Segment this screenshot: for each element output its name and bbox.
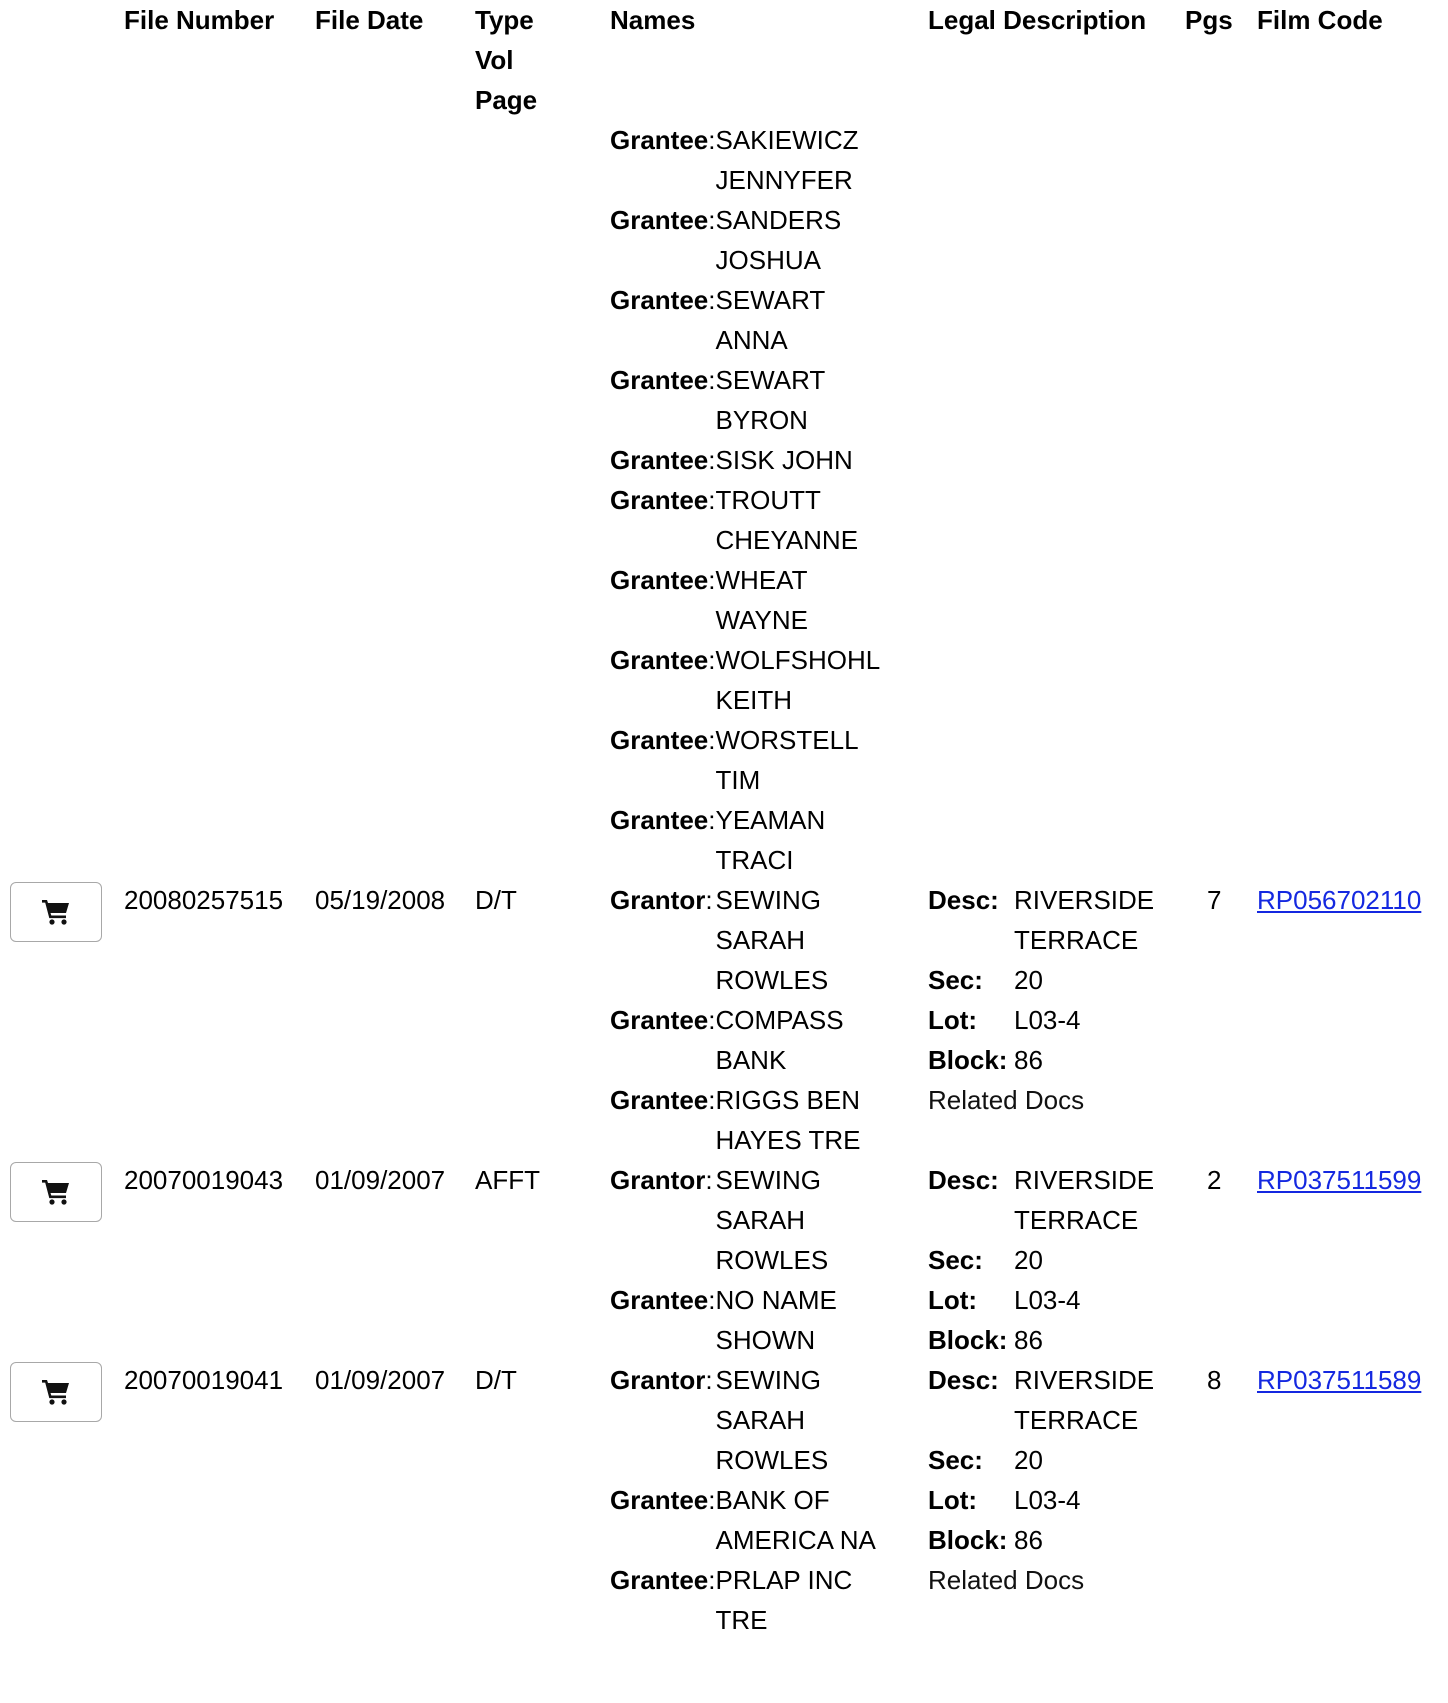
role-colon: : — [708, 565, 716, 595]
party-name: SEWING — [715, 885, 821, 915]
party-role — [610, 560, 716, 600]
party-role — [610, 1560, 716, 1600]
party-role — [610, 720, 716, 760]
party-name: SEWART — [715, 365, 826, 395]
party-role — [610, 320, 716, 360]
party-role — [610, 600, 716, 640]
header-row — [0, 0, 1448, 120]
name-line — [610, 520, 898, 560]
party-role — [610, 480, 716, 520]
cart-cell — [0, 1160, 124, 1360]
party-role-label: Grantee — [610, 285, 709, 315]
party-name: HAYES TRE — [715, 1125, 861, 1155]
film-code-cell — [1257, 880, 1448, 1160]
role-colon: : — [708, 1285, 716, 1315]
shopping-cart-icon — [41, 898, 71, 926]
party-name: COMPASS — [715, 1005, 844, 1035]
name-line — [610, 1200, 898, 1240]
desc-value: TERRACE — [1014, 925, 1139, 955]
film-code-cell — [1257, 1360, 1448, 1640]
party-name: SARAH — [715, 1205, 806, 1235]
page-header-line: Page — [475, 85, 538, 115]
party-role-label: Grantee — [610, 725, 709, 755]
legal-description-header: Legal Description — [928, 5, 1147, 35]
pgs-cell: 7 — [1207, 885, 1222, 915]
role-colon: : — [705, 1365, 713, 1395]
party-name: SEWING — [715, 1165, 821, 1195]
party-role-label: Grantee — [610, 1565, 709, 1595]
legal-cell — [928, 1160, 1185, 1360]
role-colon: : — [708, 285, 716, 315]
party-role — [610, 920, 716, 960]
name-line — [610, 1600, 898, 1640]
name-line — [610, 1520, 898, 1560]
party-name: PRLAP INC — [715, 1565, 853, 1595]
party-role-label: Grantee — [610, 645, 709, 675]
file-date-cell: 01/09/2007 — [315, 1165, 446, 1195]
legal-description — [928, 880, 1164, 1120]
party-role — [610, 360, 716, 400]
party-role — [610, 1280, 716, 1320]
related-docs-link[interactable]: Related Docs — [928, 1085, 1085, 1115]
related-docs-link[interactable]: Related Docs — [928, 1565, 1085, 1595]
name-line — [610, 440, 898, 480]
cart-cell — [0, 1360, 124, 1640]
name-line — [610, 680, 898, 720]
party-name: SISK JOHN — [715, 445, 853, 475]
party-name: TRE — [715, 1605, 768, 1635]
party-name: TIM — [715, 765, 761, 795]
party-name: AMERICA NA — [715, 1525, 876, 1555]
role-colon: : — [708, 1565, 716, 1595]
desc-label: Desc: — [928, 1165, 999, 1195]
party-name: ROWLES — [715, 1245, 829, 1275]
name-line — [610, 1040, 898, 1080]
sec-row — [928, 960, 1164, 1000]
name-line — [610, 880, 898, 920]
party-role — [610, 840, 716, 880]
names-list — [610, 880, 898, 1160]
role-colon: : — [708, 205, 716, 235]
party-role — [610, 1360, 716, 1400]
file-number-cell: 20080257515 — [124, 885, 284, 915]
party-role — [610, 160, 716, 200]
desc-row — [928, 920, 1164, 960]
party-name: RIGGS BEN — [715, 1085, 860, 1115]
continuation-row — [0, 120, 1448, 880]
names-cell — [610, 120, 928, 880]
sec-value: 20 — [1014, 965, 1043, 995]
sec-value: 20 — [1014, 1445, 1043, 1475]
name-line — [610, 280, 898, 320]
role-colon: : — [708, 1485, 716, 1515]
party-role — [610, 1040, 716, 1080]
name-line — [610, 1280, 898, 1320]
party-role — [610, 120, 716, 160]
film-code-cell — [1257, 1160, 1448, 1360]
party-name: SAKIEWICZ — [715, 125, 859, 155]
desc-label — [928, 1200, 1014, 1240]
party-name: SARAH — [715, 925, 806, 955]
party-role-label: Grantee — [610, 565, 709, 595]
lot-label: Lot: — [928, 1285, 978, 1315]
pgs-header: Pgs — [1185, 5, 1233, 35]
name-line — [610, 240, 898, 280]
role-colon: : — [705, 1165, 713, 1195]
desc-row — [928, 1360, 1164, 1400]
role-colon: : — [708, 485, 716, 515]
name-line — [610, 560, 898, 600]
lot-row — [928, 1480, 1164, 1520]
party-role-label: Grantee — [610, 365, 709, 395]
party-name: ROWLES — [715, 1445, 829, 1475]
empty-cell — [475, 120, 610, 880]
names-cell — [610, 1360, 928, 1640]
name-line — [610, 1560, 898, 1600]
party-role-label: Grantee — [610, 205, 709, 235]
lot-row — [928, 1280, 1164, 1320]
party-name: BYRON — [715, 405, 808, 435]
party-role — [610, 680, 716, 720]
block-value: 86 — [1014, 1045, 1043, 1075]
party-name: TROUTT — [715, 485, 821, 515]
role-colon: : — [708, 725, 716, 755]
desc-label — [928, 920, 1014, 960]
role-colon: : — [708, 645, 716, 675]
party-role — [610, 760, 716, 800]
name-line — [610, 360, 898, 400]
block-value: 86 — [1014, 1525, 1043, 1555]
type-cell: D/T — [475, 885, 517, 915]
party-name: SHOWN — [715, 1325, 816, 1355]
party-role — [610, 1000, 716, 1040]
party-role-label: Grantee — [610, 1485, 709, 1515]
names-cell — [610, 1160, 928, 1360]
party-role-label: Grantee — [610, 1005, 709, 1035]
party-name: WHEAT — [715, 565, 808, 595]
party-name: ANNA — [715, 325, 788, 355]
lot-value: L03-4 — [1014, 1285, 1081, 1315]
name-line — [610, 1400, 898, 1440]
name-line — [610, 640, 898, 680]
add-to-cart-button[interactable] — [10, 1362, 102, 1422]
party-name: WAYNE — [715, 605, 808, 635]
results-body — [0, 120, 1448, 1640]
name-line — [610, 600, 898, 640]
names-list — [610, 1360, 898, 1640]
block-row — [928, 1520, 1164, 1560]
party-role — [610, 1160, 716, 1200]
desc-label: Desc: — [928, 1365, 999, 1395]
party-name: BANK OF — [715, 1485, 830, 1515]
block-label: Block: — [928, 1525, 1008, 1555]
empty-cell — [315, 120, 475, 880]
names-cell — [610, 880, 928, 1160]
name-line — [610, 1080, 898, 1120]
role-colon: : — [708, 365, 716, 395]
file-number-header: File Number — [124, 5, 275, 35]
party-name: TRACI — [715, 845, 794, 875]
party-role — [610, 1120, 716, 1160]
desc-label — [928, 1400, 1014, 1440]
desc-value: RIVERSIDE — [1014, 1365, 1155, 1395]
party-name: YEAMAN — [715, 805, 826, 835]
desc-value: RIVERSIDE — [1014, 885, 1155, 915]
cart-column-header — [0, 0, 124, 120]
add-to-cart-button[interactable] — [10, 882, 102, 942]
party-name: BANK — [715, 1045, 787, 1075]
desc-label: Desc: — [928, 885, 999, 915]
party-name: JENNYFER — [715, 165, 853, 195]
party-role — [610, 640, 716, 680]
name-line — [610, 1480, 898, 1520]
name-line — [610, 760, 898, 800]
name-line — [610, 960, 898, 1000]
name-line — [610, 720, 898, 760]
sec-value: 20 — [1014, 1245, 1043, 1275]
party-role-label: Grantor — [610, 1165, 706, 1195]
empty-cell — [1257, 120, 1448, 880]
file-number-cell: 20070019041 — [124, 1365, 284, 1395]
party-role — [610, 800, 716, 840]
name-line — [610, 320, 898, 360]
role-colon: : — [708, 125, 716, 155]
pgs-cell: 8 — [1207, 1365, 1222, 1395]
desc-value: RIVERSIDE — [1014, 1165, 1155, 1195]
block-row — [928, 1320, 1164, 1360]
role-colon: : — [708, 445, 716, 475]
file-date-cell: 05/19/2008 — [315, 885, 446, 915]
empty-cell — [1185, 120, 1257, 880]
legal-description — [928, 1160, 1164, 1360]
role-colon: : — [708, 1085, 716, 1115]
party-role — [610, 520, 716, 560]
party-name: JOSHUA — [715, 245, 821, 275]
related-row — [928, 1560, 1164, 1600]
sec-label: Sec: — [928, 1445, 983, 1475]
block-label: Block: — [928, 1325, 1008, 1355]
add-to-cart-button[interactable] — [10, 1162, 102, 1222]
shopping-cart-icon — [41, 1378, 71, 1406]
type-cell: D/T — [475, 1365, 517, 1395]
party-role-label: Grantee — [610, 805, 709, 835]
type-cell: AFFT — [475, 1165, 540, 1195]
legal-cell — [928, 1360, 1185, 1640]
party-name: WOLFSHOHL — [715, 645, 881, 675]
party-role-label: Grantor — [610, 885, 706, 915]
empty-cell — [124, 120, 315, 880]
party-name: WORSTELL — [715, 725, 859, 755]
party-role — [610, 1520, 716, 1560]
lot-label: Lot: — [928, 1005, 978, 1035]
name-line — [610, 400, 898, 440]
party-role — [610, 280, 716, 320]
party-name: NO NAME — [715, 1285, 837, 1315]
party-name: SEWART — [715, 285, 826, 315]
party-name: SANDERS — [715, 205, 842, 235]
table-row — [0, 1160, 1448, 1360]
sec-row — [928, 1440, 1164, 1480]
party-role — [610, 1240, 716, 1280]
sec-label: Sec: — [928, 965, 983, 995]
table-row — [0, 880, 1448, 1160]
desc-value: TERRACE — [1014, 1205, 1139, 1235]
file-number-cell: 20070019043 — [124, 1165, 284, 1195]
name-line — [610, 1240, 898, 1280]
cart-cell — [0, 880, 124, 1160]
party-name: SARAH — [715, 1405, 806, 1435]
party-name: SEWING — [715, 1365, 821, 1395]
name-line — [610, 160, 898, 200]
party-role — [610, 1440, 716, 1480]
film-code-link[interactable]: RP037511589 — [1257, 1365, 1422, 1395]
role-colon: : — [705, 885, 713, 915]
party-role — [610, 960, 716, 1000]
name-line — [610, 920, 898, 960]
party-role-label: Grantee — [610, 1085, 709, 1115]
party-name: KEITH — [715, 685, 793, 715]
name-line — [610, 800, 898, 840]
table-row — [0, 1360, 1448, 1640]
names-header: Names — [610, 5, 696, 35]
names-list — [610, 120, 898, 880]
empty-cell — [928, 120, 1185, 880]
party-name: ROWLES — [715, 965, 829, 995]
party-role — [610, 1600, 716, 1640]
film-code-link[interactable]: RP056702110 — [1257, 885, 1422, 915]
party-role — [610, 1200, 716, 1240]
party-role — [610, 240, 716, 280]
party-role-label: Grantee — [610, 1285, 709, 1315]
name-line — [610, 480, 898, 520]
names-list — [610, 1160, 898, 1360]
party-role-label: Grantor — [610, 1365, 706, 1395]
role-colon: : — [708, 1005, 716, 1035]
name-line — [610, 1440, 898, 1480]
name-line — [610, 840, 898, 880]
party-role — [610, 440, 716, 480]
party-role — [610, 880, 716, 920]
pgs-cell: 2 — [1207, 1165, 1222, 1195]
party-role-label: Grantee — [610, 125, 709, 155]
name-line — [610, 1120, 898, 1160]
related-row — [928, 1080, 1164, 1120]
party-role — [610, 400, 716, 440]
empty-cell — [0, 120, 124, 880]
name-line — [610, 1160, 898, 1200]
sec-row — [928, 1240, 1164, 1280]
type-header-line: Type — [475, 5, 534, 35]
file-date-cell: 01/09/2007 — [315, 1365, 446, 1395]
type-vol-page-header — [475, 0, 610, 120]
block-value: 86 — [1014, 1325, 1043, 1355]
lot-row — [928, 1000, 1164, 1040]
lot-label: Lot: — [928, 1485, 978, 1515]
desc-row — [928, 1400, 1164, 1440]
block-label: Block: — [928, 1045, 1008, 1075]
party-name: CHEYANNE — [715, 525, 859, 555]
block-row — [928, 1040, 1164, 1080]
legal-description — [928, 1360, 1164, 1600]
film-code-link[interactable]: RP037511599 — [1257, 1165, 1422, 1195]
lot-value: L03-4 — [1014, 1485, 1081, 1515]
party-role — [610, 1400, 716, 1440]
lot-value: L03-4 — [1014, 1005, 1081, 1035]
name-line — [610, 1320, 898, 1360]
party-role — [610, 200, 716, 240]
desc-row — [928, 1160, 1164, 1200]
name-line — [610, 1360, 898, 1400]
name-line — [610, 1000, 898, 1040]
role-colon: : — [708, 805, 716, 835]
film-code-header: Film Code — [1257, 5, 1383, 35]
desc-row — [928, 880, 1164, 920]
name-line — [610, 120, 898, 160]
file-date-header: File Date — [315, 5, 424, 35]
desc-row — [928, 1200, 1164, 1240]
name-line — [610, 200, 898, 240]
party-role — [610, 1320, 716, 1360]
legal-cell — [928, 880, 1185, 1160]
shopping-cart-icon — [41, 1178, 71, 1206]
party-role — [610, 1480, 716, 1520]
party-role-label: Grantee — [610, 445, 709, 475]
party-role — [610, 1080, 716, 1120]
desc-value: TERRACE — [1014, 1405, 1139, 1435]
vol-header-line: Vol — [475, 45, 514, 75]
party-role-label: Grantee — [610, 485, 709, 515]
sec-label: Sec: — [928, 1245, 983, 1275]
